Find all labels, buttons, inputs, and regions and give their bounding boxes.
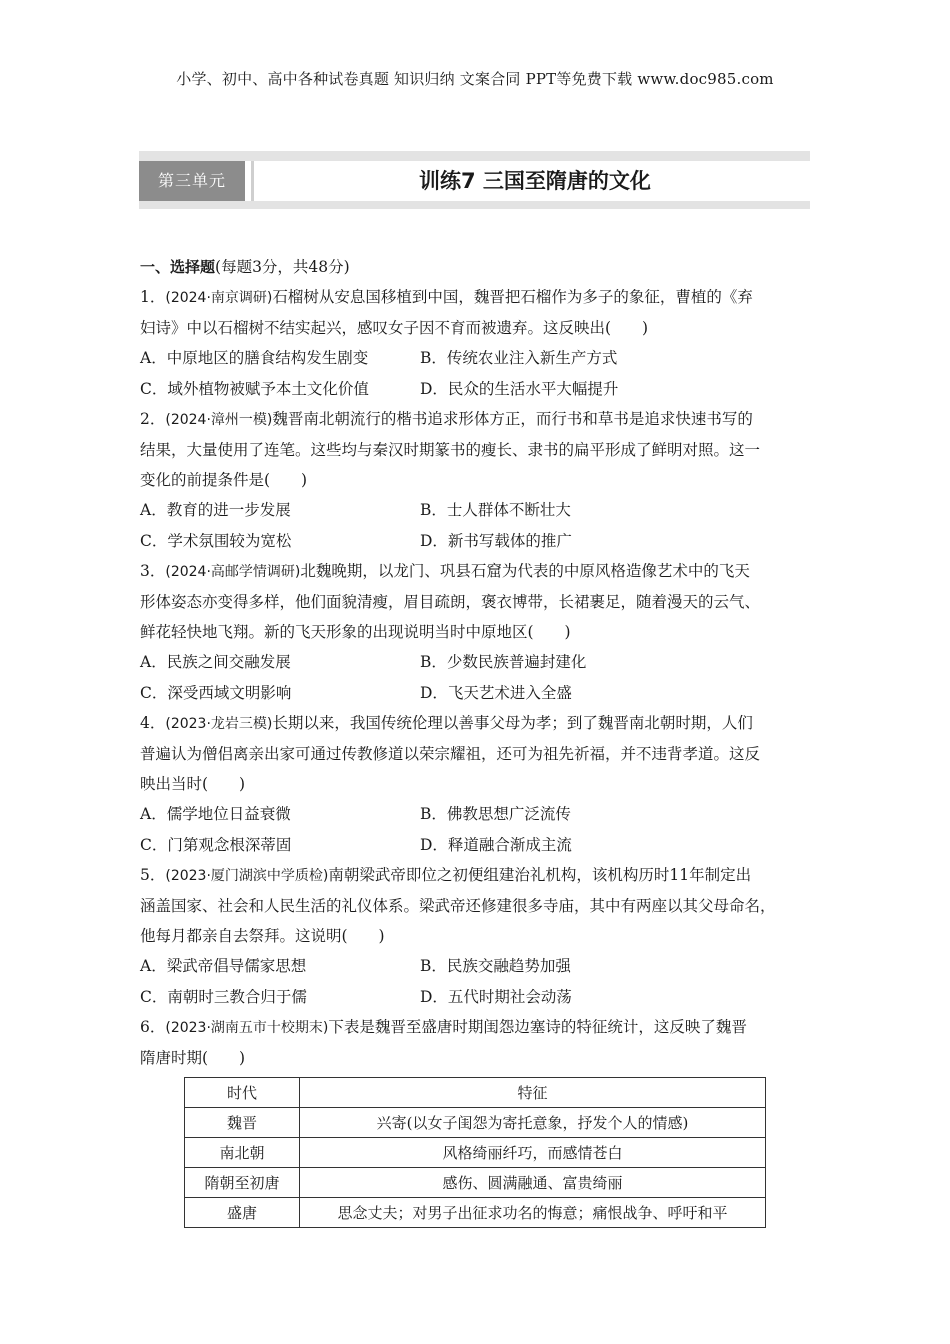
question-text: 涵盖国家、社会和人民生活的礼仪体系。梁武帝还修建很多寺庙，其中有两座以其父母命名，	[140, 897, 776, 916]
question-number: 4．	[140, 713, 166, 732]
table-header-cell: 特征	[300, 1078, 766, 1108]
question-item	[140, 404, 820, 556]
question-line	[140, 404, 820, 435]
table-cell-feature: 思念丈夫；对男子出征求功名的悔意；痛恨战争、呼吁和平	[300, 1198, 766, 1228]
question-text: 南朝梁武帝即位之初便组建治礼机构，该机构历时11年制定出	[328, 865, 752, 884]
question-number: 6．	[140, 1017, 166, 1036]
question-number: 1．	[140, 288, 166, 306]
question-line	[140, 313, 820, 343]
question-text: 普遍认为僧侣离亲出家可通过传教修道以荣宗耀祖，还可为祖先祈福，并不违背孝道。这反	[140, 745, 761, 764]
question-source: (2023·厦门湖滨中学质检)	[165, 867, 329, 884]
option-group	[140, 951, 820, 1011]
question-line	[140, 921, 820, 951]
table-row	[185, 1108, 766, 1138]
question-item	[140, 282, 820, 404]
question-text: 形体姿态亦变得多样，他们面貌清瘦，眉目疏朗，褒衣博带，长裙裹足，随着漫天的云气、	[140, 593, 761, 612]
data-table	[184, 1077, 766, 1228]
answer-option: B．佛教思想广泛流传	[420, 805, 571, 824]
section-note: (每题3分，共48分)	[215, 258, 350, 276]
question-line	[140, 739, 820, 769]
question-item	[140, 1012, 820, 1073]
table-row	[185, 1168, 766, 1198]
header-stripe-bottom	[139, 201, 810, 209]
option-group	[140, 799, 820, 859]
questions	[140, 282, 820, 1073]
question-text: 映出当时( )	[140, 775, 246, 794]
question-text: 魏晋南北朝流行的楷书追求形体方正，而行书和草书是追求快速书写的	[272, 409, 753, 428]
question-text: 隋唐时期( )	[140, 1049, 246, 1068]
table-row	[185, 1138, 766, 1168]
answer-option: C．域外植物被赋予本土文化价值	[140, 379, 369, 398]
answer-option: D．新书写载体的推广	[420, 531, 572, 550]
page-title: 训练7 三国至隋唐的文化	[259, 161, 810, 201]
answer-option: C．学术氛围较为宽松	[140, 531, 292, 550]
question-line	[140, 282, 820, 313]
question-text: 鲜花轻快地飞翔。新的飞天形象的出现说明当时中原地区( )	[140, 623, 571, 642]
question-list	[140, 252, 820, 1228]
question-text: 下表是魏晋至盛唐时期闺怨边塞诗的特征统计，这反映了魏晋	[328, 1017, 747, 1036]
section-title: 一、选择题	[140, 258, 216, 276]
question-text: 北魏晚期，以龙门、巩县石窟为代表的中原风格造像艺术中的飞天	[300, 561, 750, 580]
answer-option: B．士人群体不断壮大	[420, 501, 571, 520]
table-cell-era: 南北朝	[185, 1138, 300, 1168]
option-group	[140, 647, 820, 707]
question-source: (2023·湖南五市十校期末)	[165, 1019, 329, 1036]
question-item	[140, 556, 820, 708]
answer-option: D．民众的生活水平大幅提升	[420, 379, 619, 398]
header-divider	[251, 161, 254, 201]
question-text: 长期以来，我国传统伦理以善事父母为孝；到了魏晋南北朝时期，人们	[272, 713, 753, 732]
table-header-row	[185, 1078, 766, 1108]
table-row	[185, 1198, 766, 1228]
unit-header	[139, 151, 810, 209]
answer-option: C．门第观念根深蒂固	[140, 835, 292, 854]
question-text: 变化的前提条件是( )	[140, 471, 308, 490]
question-text: 结果，大量使用了连笔。这些均与秦汉时期篆书的瘦长、隶书的扁平形成了鲜明对照。这一	[140, 441, 761, 460]
answer-option: B．民族交融趋势加强	[420, 957, 571, 976]
question-number: 5．	[140, 865, 166, 884]
answer-option: C．南朝时三教合归于儒	[140, 987, 307, 1006]
answer-option: D．五代时期社会动荡	[420, 987, 572, 1006]
answer-option: C．深受西域文明影响	[140, 683, 292, 702]
table-cell-feature: 兴寄(以女子闺怨为寄托意象，抒发个人的情感)	[300, 1108, 766, 1138]
question-line	[140, 891, 820, 921]
question-text: 他每月都亲自去祭拜。这说明( )	[140, 927, 385, 946]
question-item	[140, 708, 820, 860]
question-text: 石榴树从安息国移植到中国，魏晋把石榴作为多子的象征，曹植的《弃	[272, 288, 753, 306]
question-line	[140, 617, 820, 647]
answer-option: A．教育的进一步发展	[140, 501, 291, 520]
table-cell-feature: 风格绮丽纤巧，而感情苍白	[300, 1138, 766, 1168]
question-line	[140, 587, 820, 617]
question-line	[140, 556, 820, 587]
question-source: (2023·龙岩三模)	[165, 715, 273, 732]
table-cell-era: 盛唐	[185, 1198, 300, 1228]
answer-option: B．少数民族普遍封建化	[420, 653, 587, 672]
answer-option: A．中原地区的膳食结构发生剧变	[140, 349, 369, 368]
question-text: 妇诗》中以石榴树不结实起兴，感叹女子因不育而被遗弃。这反映出( )	[140, 319, 649, 338]
option-group	[140, 343, 820, 403]
question-line	[140, 465, 820, 495]
site-banner: 小学、初中、高中各种试卷真题 知识归纳 文案合同 PPT等免费下载 www.doc985.com	[176, 70, 774, 88]
question-source: (2024·南京调研)	[165, 290, 273, 306]
question-number: 3．	[140, 561, 166, 580]
question-line	[140, 1012, 820, 1043]
unit-tag: 第三单元	[139, 161, 245, 201]
question-line	[140, 708, 820, 739]
table-cell-era: 魏晋	[185, 1108, 300, 1138]
question-line	[140, 860, 820, 891]
table-cell-feature: 感伤、圆满融通、富贵绮丽	[300, 1168, 766, 1198]
table-header-cell: 时代	[185, 1078, 300, 1108]
question-item	[140, 860, 820, 1012]
question-line	[140, 1043, 820, 1073]
answer-option: D．飞天艺术进入全盛	[420, 683, 572, 702]
question-source: (2024·漳州一模)	[165, 411, 273, 428]
option-group	[140, 495, 820, 555]
question-line	[140, 435, 820, 465]
header-stripe-top	[139, 151, 810, 161]
answer-option: A．民族之间交融发展	[140, 653, 291, 672]
question-source: (2024·高邮学情调研)	[165, 563, 301, 580]
section-heading	[140, 252, 820, 282]
question-line	[140, 769, 820, 799]
answer-option: B．传统农业注入新生产方式	[420, 349, 618, 368]
answer-option: A．儒学地位日益衰微	[140, 805, 291, 824]
answer-option: D．释道融合渐成主流	[420, 835, 572, 854]
question-number: 2．	[140, 409, 166, 428]
table-cell-era: 隋朝至初唐	[185, 1168, 300, 1198]
answer-option: A．梁武帝倡导儒家思想	[140, 957, 307, 976]
